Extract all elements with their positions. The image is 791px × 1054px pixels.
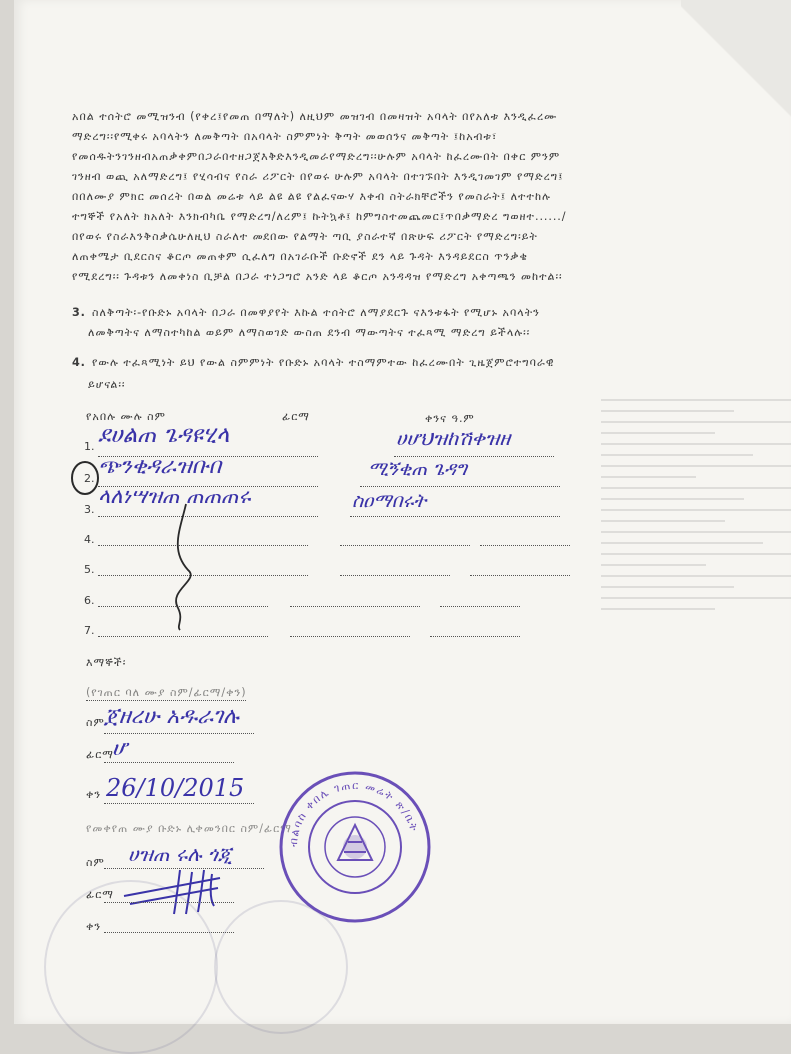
- circled-number-mark: [72, 462, 98, 494]
- witness-date-line: [104, 803, 254, 804]
- page-fold-corner: [681, 0, 791, 130]
- row-number: 2.: [84, 472, 95, 485]
- para-line: አበል ተሰትሮ መሚዝንብ (የቀረ፤የመጠ በማለት) ለዚህም መዝገብ በመዛዝት አባላት በየአለቱ እንዲፈረሙ: [72, 110, 558, 123]
- header-signature: ፊርማ: [282, 410, 310, 423]
- row-line: [394, 456, 554, 457]
- row-number: 5.: [84, 563, 95, 576]
- witness2-signature-scribble: [120, 866, 230, 916]
- row-line: [430, 636, 520, 637]
- witness2-name-label: ስም: [86, 856, 105, 869]
- member-date-handwritten: ሀሆህዝከሽቀዝዘ: [396, 426, 511, 450]
- member-date-handwritten: ስዐማበሩት: [352, 490, 427, 512]
- row-line: [480, 545, 570, 546]
- section-3-line2: ለመቅጣትና ለማስተካከል ወይም ለማስወገድ ውስጠ ደንብ ማውጣትና ተፈጻሚ ማድረግ ይችላሉ፡፡: [88, 326, 531, 339]
- witness-office-line: (የገጠር ባለ ሙያ ስም/ፊርማ/ቀን): [86, 686, 247, 699]
- member-date-handwritten: ሚኝቂጠ ጌዳግ: [368, 458, 468, 480]
- para-line: የሚደረግ፡፡ ጉዳቱን ለመቀነስ ቢቻል በጋራ ተነጋግሮ አንድ ላይ ቆርጦ አንዳዳዝ የማድረግ አቀጣጫን መከተል፡፡: [72, 270, 563, 283]
- witness-office-underline: [86, 700, 246, 701]
- witness-name-handwritten: ጀዘረሁ አዱራገሉ: [104, 704, 239, 729]
- witness2-name-handwritten: ሀዝጠ ሩሉ ጎጂ: [128, 842, 233, 866]
- ink-stroke-mark: [176, 504, 191, 630]
- row-line: [360, 486, 560, 487]
- member-name-handwritten: ደሀልጠ ጌዳዩሂላ: [98, 422, 230, 448]
- witness-name-label: ስም: [86, 716, 105, 729]
- bleed-through-text: [601, 390, 791, 850]
- para-line: የመሰዱትንገንዘብአጠቃቀምበጋራበተዘጋጀእቅድእንዲመራየማድረግ፡፡ሁሉም አባላት ከፈረሙበት በቀር ምንም: [72, 150, 561, 163]
- second-office-line: የመቀየጠ ሙያ ቡድኑ ሊቀመንበር ስም/ፊርማ: [86, 822, 292, 835]
- row-line: [350, 516, 560, 517]
- witness2-signature-line: [104, 902, 234, 903]
- witnesses-label: እማኞች፡: [86, 656, 127, 669]
- row-line: [290, 636, 410, 637]
- para-line: ተግኞች የአለት ክአለት እንክብካቤ የማድረግ/ለረም፤ ኩትኳቶ፤ ከምግስተመጨመር፤ጥበቃማድረ ግወዘተ....../: [72, 210, 567, 223]
- member-name-handwritten: ላለነሣዝጠ ጠጠጠሩ: [98, 484, 251, 508]
- witness-date-handwritten: 26/10/2015: [106, 774, 245, 802]
- row-number: 4.: [84, 533, 95, 546]
- witness2-date-label: ቀን: [86, 920, 102, 933]
- row-line: [440, 606, 520, 607]
- row-line: [290, 606, 420, 607]
- section-3-number: 3.: [72, 306, 86, 319]
- witness-signature-label: ፊርማ: [86, 748, 114, 761]
- row-number: 7.: [84, 624, 95, 637]
- header-full-name: የአበሉ ሙሉ ስም: [86, 410, 166, 423]
- para-line: በየወሩ የስራእንቅስቃሴሁለዚህ ስራለተ መደበው የልማት ጣቢ ያስራተኛ በጽሁፍ ሪፖርት የማድረግ፡ይት: [72, 230, 538, 243]
- para-line: ለጠቀሜታ ቢደርስና ቆርጦ መጠቀም ሲፈለግ በአገራቡች ቡድኖች ደን ላይ ጉዳት እንዳይደርስ ጥንቃቄ: [72, 250, 528, 263]
- section-3-title: ስለቅጣት፡-የቡድኑ አባላት በጋራ በመዋያየት እኩል ተሰትሮ ለማያደርጉ ናእንቱፋት የሚሆኑ አባላትን: [92, 306, 540, 319]
- row-line: [340, 545, 470, 546]
- section-4-title: የውሉ ተፈጻሚነት ይህ የውል ስምምነት የቡድኑ አባላት ተስማምተው ከፈረሙበት ጊዜጀምሮተግባራዊ: [92, 356, 555, 369]
- witness2-signature-label: ፊርማ: [86, 888, 114, 901]
- stamp-ring-textpath: ብልባስ ቀበሌ ገጠር መሬት ጽ/ቤት: [286, 778, 421, 848]
- row-line: [340, 575, 450, 576]
- row-line: [470, 575, 570, 576]
- member-name-handwritten: ጭንቂዳራዝቡበ: [98, 454, 222, 479]
- witness-signature-handwritten: ሆ: [112, 736, 128, 761]
- header-date: ቀንና ዓ.ም: [425, 412, 475, 425]
- row-number: 6.: [84, 594, 95, 607]
- witness-date-label: ቀን: [86, 788, 102, 801]
- witness-signature-line: [104, 762, 234, 763]
- para-line: ማድረግ፡፡የሚቀሩ አባላትን ለመቅጣት በአባላት ስምምነት ቅጣት መወሰንና መቅጣት ፤ከአብቱ፣: [72, 130, 498, 143]
- para-line: በበለሙያ ምክር መሰረት በወል መሬቱ ላይ ልዩ ልዩ የልፈናውሃ እቀብ ስትራክቸሮችን የመስራት፤ ለተተከሉ: [72, 190, 551, 203]
- section-4-number: 4.: [72, 356, 86, 369]
- handwritten-marks: [60, 430, 280, 640]
- para-line: ገንዘብ ወጪ አለማድረግ፤ የሂሳብና የስራ ሪፖርት በየወሩ ሁሉም አባላት በተገኙበት እንዲገመገም የማድረግ፤: [72, 170, 564, 183]
- witness2-date-line: [104, 932, 234, 933]
- witness-name-line: [104, 733, 254, 734]
- section-4-line2: ይሆናል፡፡: [88, 378, 126, 391]
- row-number: 1.: [84, 440, 95, 453]
- official-stamp: [278, 770, 432, 924]
- row-number: 3.: [84, 503, 95, 516]
